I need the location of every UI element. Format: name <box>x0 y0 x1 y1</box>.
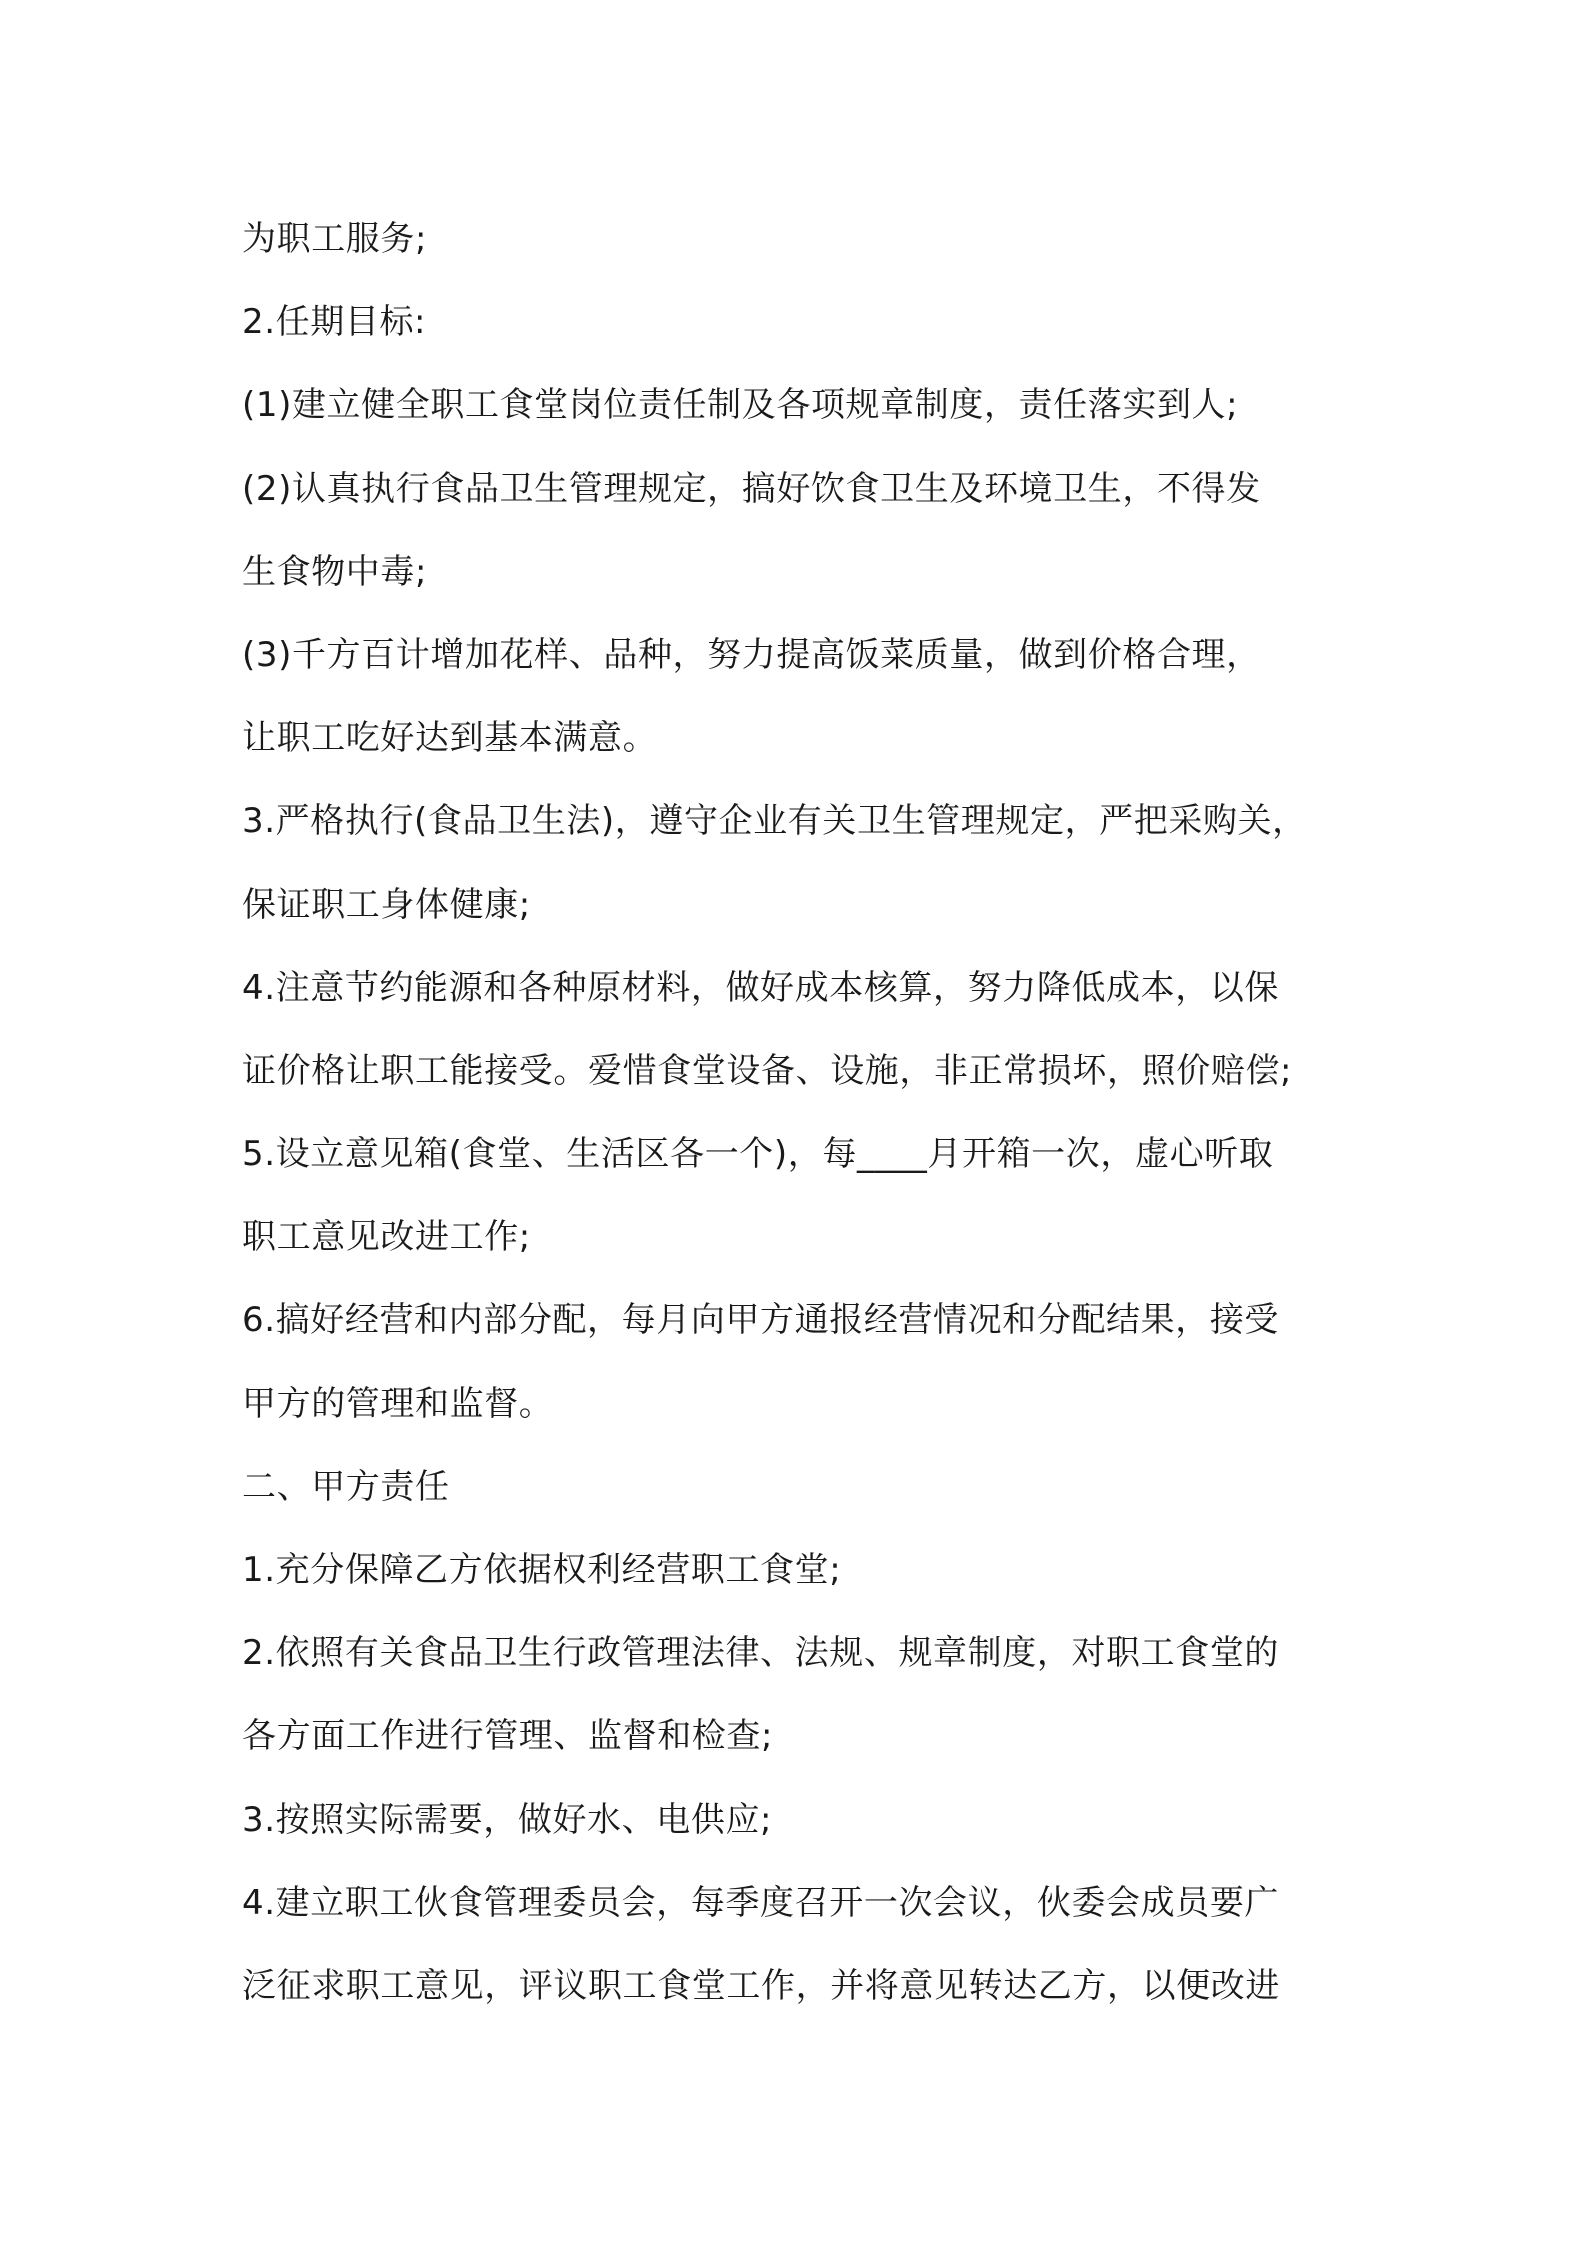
text-line: (2)认真执行食品卫生管理规定，搞好饮食卫生及环境卫生，不得发 <box>242 468 1261 509</box>
text-line: 1.充分保障乙方依据权利经营职工食堂; <box>242 1550 842 1590</box>
section-heading: 2.任期目标: <box>242 302 427 343</box>
text-line: 3.按照实际需要，做好水、电供应; <box>242 1799 773 1840</box>
text-line: 泛征求职工意见，评议职工食堂工作，并将意见转达乙方，以便改进 <box>242 1965 1280 2006</box>
text-line: 5.设立意见箱(食堂、生活区各一个)，每____月开箱一次，虚心听取 <box>242 1134 1274 1175</box>
text-line: 2.依照有关食品卫生行政管理法律、法规、规章制度，对职工食堂的 <box>242 1633 1280 1674</box>
text-line: 职工意见改进工作; <box>242 1217 531 1258</box>
text-line: 保证职工身体健康; <box>242 884 531 925</box>
section-heading: 二、甲方责任 <box>242 1466 450 1507</box>
text-line: (3)千方百计增加花样、品种，努力提高饭菜质量，做到价格合理， <box>242 634 1261 675</box>
text-line: 生食物中毒; <box>242 551 428 592</box>
text-line: 4.建立职工伙食管理委员会，每季度召开一次会议，伙委会成员要广 <box>242 1882 1280 1923</box>
text-line: 证价格让职工能接受。爱惜食堂设备、设施，非正常损坏，照价赔偿; <box>242 1050 1293 1091</box>
text-line: 让职工吃好达到基本满意。 <box>242 718 658 759</box>
text-line: 甲方的管理和监督。 <box>242 1383 554 1424</box>
text-line: 为职工服务; <box>242 219 428 259</box>
text-line: (1)建立健全职工食堂岗位责任制及各项规章制度，责任落实到人; <box>242 385 1239 426</box>
document-body <box>242 198 1392 2028</box>
text-line: 4.注意节约能源和各种原材料，做好成本核算，努力降低成本，以保 <box>242 967 1280 1008</box>
text-line: 各方面工作进行管理、监督和检查; <box>242 1716 774 1757</box>
text-line: 3.严格执行(食品卫生法)，遵守企业有关卫生管理规定，严把采购关， <box>242 801 1307 842</box>
text-line: 6.搞好经营和内部分配，每月向甲方通报经营情况和分配结果，接受 <box>242 1300 1280 1341</box>
